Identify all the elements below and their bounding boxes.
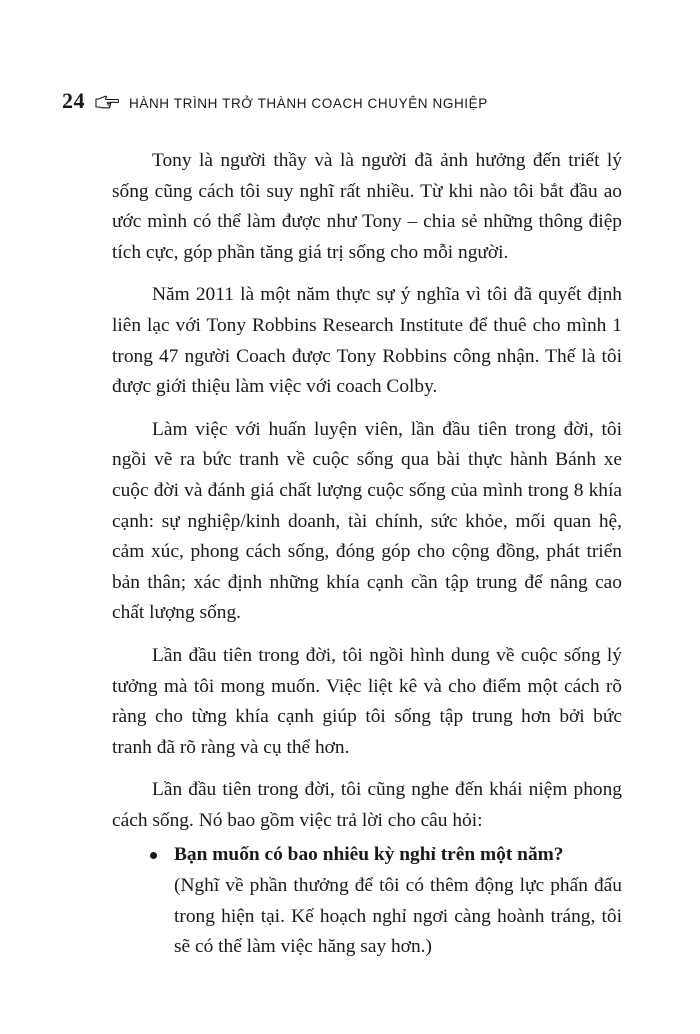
running-header: [62, 88, 488, 114]
paragraph: Tony là người thầy và là người đã ảnh hưởng đến triết lý sống cũng cách tôi suy nghĩ rất nhiều. Từ khi nào tôi bắt đầu ao ước mình có thể làm được như Tony – chia sẻ những thông điệp tích cực, góp phần tăng giá trị sống cho mỗi người.: [112, 150, 622, 263]
page-number: 24: [62, 88, 85, 113]
paragraph: Lần đầu tiên trong đời, tôi ngồi hình dung về cuộc sống lý tưởng mà tôi mong muốn. Việc liệt kê và cho điểm một cách rõ ràng cho từng khía cạnh giúp tôi sống tập trung hơn bởi bức tranh đã rõ ràng và cụ thể hơn.: [112, 644, 622, 758]
book-title: HÀNH TRÌNH TRỞ THÀNH COACH CHUYÊN NGHIỆP: [129, 96, 488, 111]
paragraph: Làm việc với huấn luyện viên, lần đầu tiên trong đời, tôi ngồi vẽ ra bức tranh về cuộc sống qua bài thực hành Bánh xe cuộc đời và đánh giá chất lượng cuộc sống của mình trong 8 khía cạnh: sự nghiệp/kinh doanh, tài chính, sức khỏe, mối quan hệ, cảm xúc, phong cách sống, đóng góp cho cộng đồng, phát triển bản thân; xác định những khía cạnh cần tập trung để nâng cao chất lượng sống.: [112, 418, 622, 624]
paragraph: Năm 2011 là một năm thực sự ý nghĩa vì tôi đã quyết định liên lạc với Tony Robbins Research Institute để thuê cho mình 1 trong 47 người Coach được Tony Robbins công nhận. Thế là tôi được giới thiệu làm việc với coach Colby.: [112, 284, 622, 398]
bullet-list-item: [112, 840, 622, 962]
paragraph: Lần đầu tiên trong đời, tôi cũng nghe đến khái niệm phong cách sống. Nó bao gồm việc trả lời cho câu hỏi:: [112, 779, 622, 831]
bullet-icon: [150, 852, 157, 859]
pointing-hand-icon: [95, 95, 119, 109]
bullet-note: (Nghĩ về phần thưởng để tôi có thêm động lực phấn đấu trong hiện tại. Kế hoạch nghỉ ngơi càng hoành tráng, tôi sẽ có thể làm việc hăng say hơn.): [174, 875, 622, 958]
bullet-question: Bạn muốn có bao nhiêu kỳ nghỉ trên một năm?: [174, 844, 564, 866]
body-text: [112, 146, 622, 963]
